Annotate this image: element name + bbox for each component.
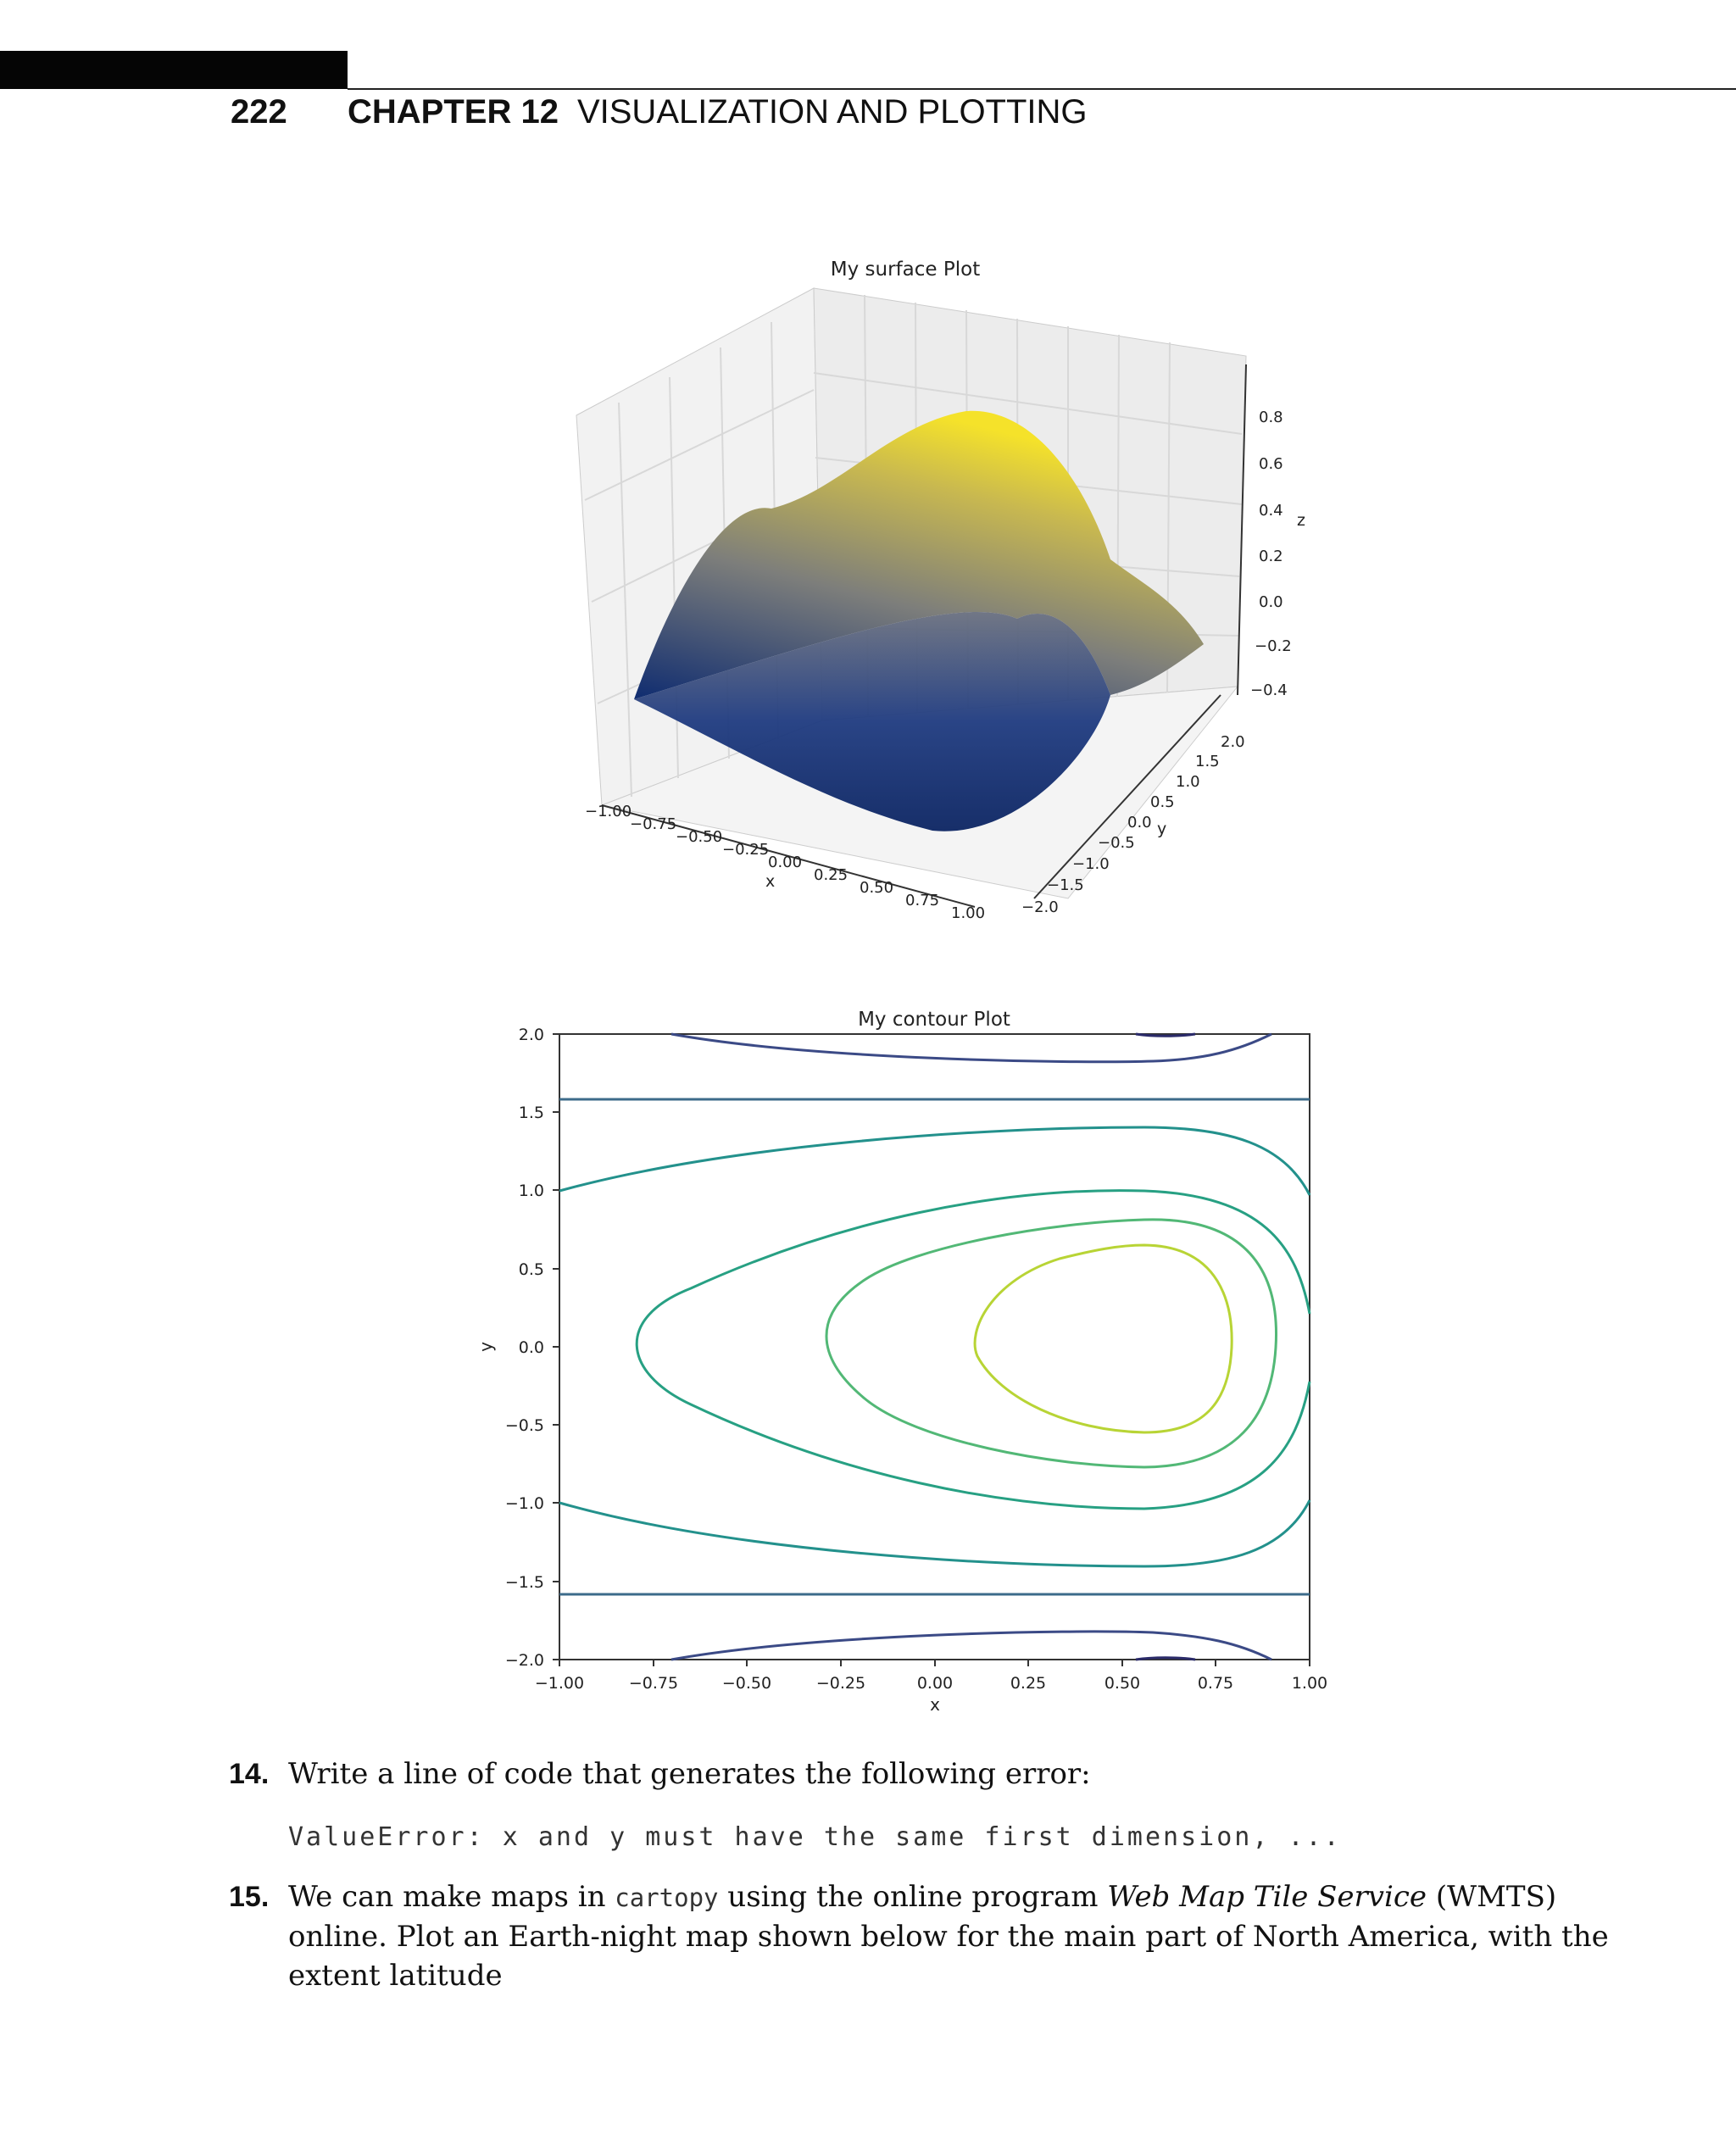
question-text: Write a line of code that generates the following error: [288,1757,1091,1791]
svg-text:0.0: 0.0 [518,1338,544,1357]
svg-text:0.25: 0.25 [814,866,849,884]
svg-text:0.25: 0.25 [1010,1674,1047,1693]
svg-text:−0.50: −0.50 [721,1674,772,1693]
svg-text:−1.0: −1.0 [504,1494,544,1513]
surface-plot [559,246,1356,941]
svg-text:−2.0: −2.0 [504,1651,544,1670]
svg-text:0.6: 0.6 [1259,455,1283,473]
svg-text:−0.25: −0.25 [722,841,770,859]
z-tick-labels [1250,409,1292,699]
svg-text:−0.2: −0.2 [1255,637,1292,655]
svg-text:−1.0: −1.0 [1072,855,1110,873]
text-segment: (WMTS) online. Plot an Earth-night map shown below for the main part of North America, with the extent latitude [288,1880,1609,1993]
svg-text:0.5: 0.5 [518,1260,544,1279]
svg-text:0.00: 0.00 [768,854,803,871]
svg-text:−1.00: −1.00 [534,1674,585,1693]
question-text [288,1877,1611,1995]
page-number: 222 [231,93,287,131]
header-rule [348,88,1736,90]
svg-text:0.75: 0.75 [905,892,940,909]
z-axis [1238,364,1305,699]
svg-text:1.0: 1.0 [518,1182,544,1200]
svg-text:0.75: 0.75 [1197,1674,1234,1693]
question-14 [229,1755,1611,1793]
svg-text:2.0: 2.0 [518,1026,544,1044]
question-15 [229,1877,1611,1995]
surface-y-label: y [1157,820,1167,838]
contour-x-label: x [930,1694,940,1715]
svg-text:0.0: 0.0 [1259,593,1283,611]
text-segment: using the online program [718,1880,1108,1914]
svg-text:−2.0: −2.0 [1021,898,1059,916]
svg-text:0.50: 0.50 [860,879,894,897]
question-number: 15. [229,1881,270,1913]
svg-text:2.0: 2.0 [1221,733,1245,751]
svg-text:1.5: 1.5 [518,1104,544,1122]
svg-text:−0.5: −0.5 [1098,834,1135,852]
contour-y-label: y [476,1342,496,1352]
svg-text:−0.5: −0.5 [504,1416,544,1435]
svg-text:−0.75: −0.75 [630,815,677,833]
svg-text:−0.50: −0.50 [676,828,723,846]
surface-title: My surface Plot [830,259,981,281]
svg-text:−0.75: −0.75 [628,1674,679,1693]
page-header [231,93,1088,144]
contour-plot-area [559,1034,1310,1660]
svg-text:0.8: 0.8 [1259,409,1283,426]
svg-text:1.00: 1.00 [1291,1674,1328,1693]
svg-text:0.4: 0.4 [1259,502,1283,520]
surface-x-label: x [765,872,776,891]
svg-text:−0.25: −0.25 [815,1674,866,1693]
code-snippet: ValueError: x and y must have the same first dimension, ... [288,1822,1342,1852]
svg-text:1.00: 1.00 [951,904,986,922]
svg-text:−0.4: −0.4 [1250,681,1288,699]
italic-term: Web Map Tile Service [1107,1880,1427,1914]
svg-text:0.00: 0.00 [916,1674,954,1693]
svg-text:0.50: 0.50 [1104,1674,1141,1693]
contour-y-tick-labels [505,1026,544,1670]
text-segment: We can make maps in [288,1880,615,1914]
svg-text:1.0: 1.0 [1176,773,1200,791]
inline-code: cartopy [615,1883,719,1912]
contour-plot [475,1000,1339,1721]
svg-text:−1.00: −1.00 [585,803,632,820]
chapter-title: VISUALIZATION AND PLOTTING [576,93,1088,131]
svg-text:−1.5: −1.5 [504,1573,544,1592]
contour-y-ticks [553,1034,559,1660]
svg-text:−1.5: −1.5 [1047,876,1084,894]
svg-text:1.5: 1.5 [1195,753,1220,770]
question-number: 14. [229,1758,270,1790]
surface-z-label: z [1297,511,1305,530]
header-bar [0,51,348,89]
svg-text:0.5: 0.5 [1150,793,1175,811]
contour-x-tick-labels [535,1674,1327,1693]
contour-title: My contour Plot [858,1009,1010,1031]
svg-text:0.2: 0.2 [1259,548,1283,565]
svg-text:0.0: 0.0 [1127,814,1152,831]
chapter-label: CHAPTER 12 [348,93,559,131]
